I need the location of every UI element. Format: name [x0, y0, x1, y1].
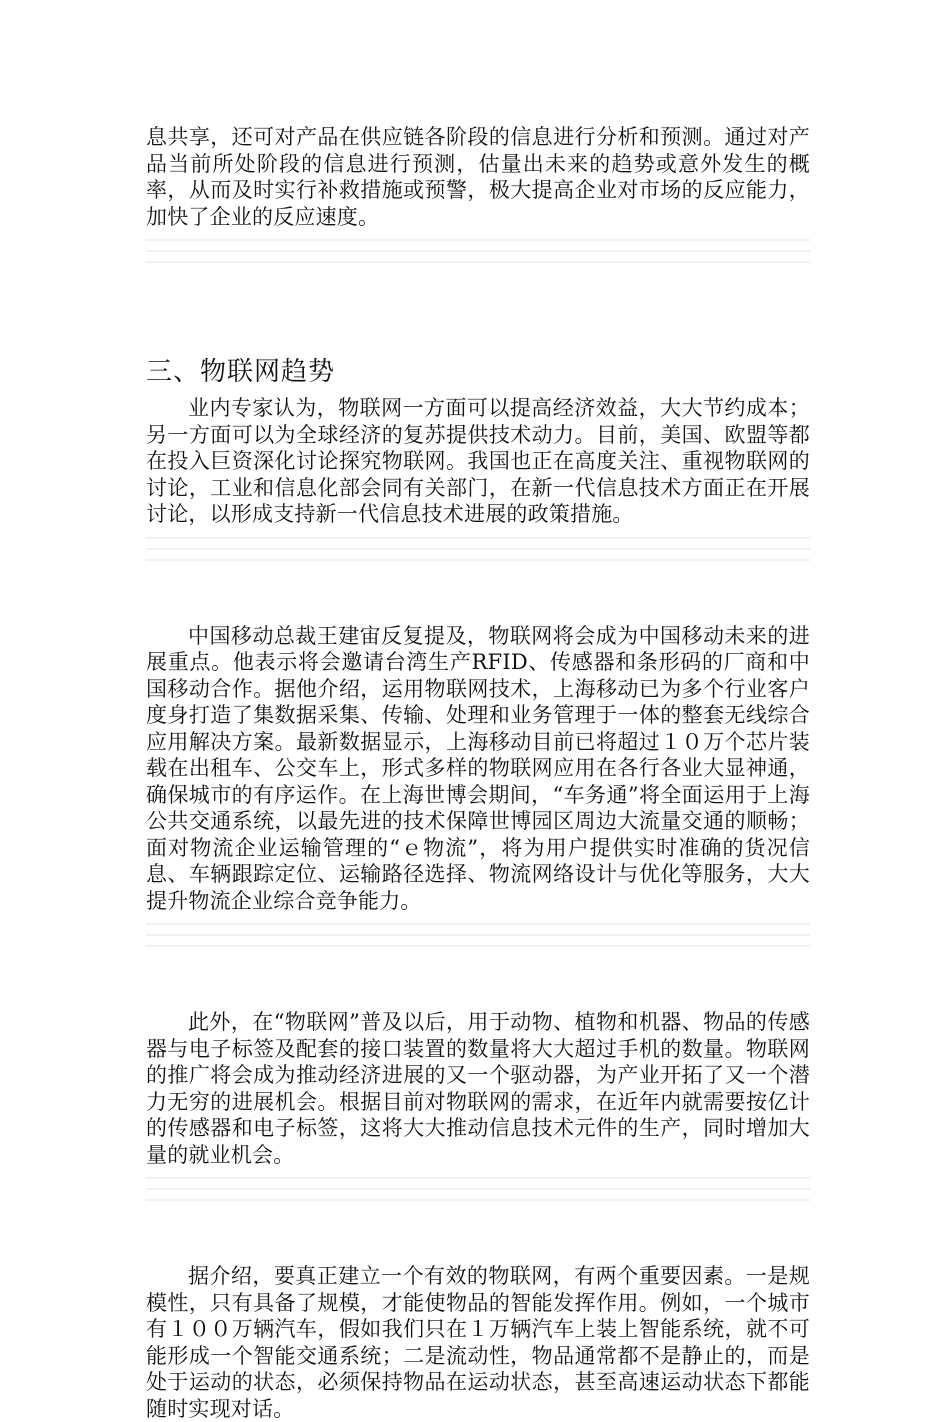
faint-watermark-lines [146, 239, 810, 297]
paragraph-key-factors: 据介绍，要真正建立一个有效的物联网，有两个重要因素。一是规模性，只有具备了规模，才能使物品的智能发挥作用。例如，一个城市有１００万辆汽车，假如我们只在１万辆汽车上装上智能系统，就不可能形成一个智能交通系统；二是流动性，物品通常都不是静止的，而是处于运动的状态，必须保持物品在运动状态，甚至高速运动状态下都能随时实现对话。 [146, 1264, 810, 1421]
section-heading: 三、物联网趋势 [146, 357, 336, 387]
faint-watermark-lines [146, 537, 810, 595]
faint-watermark-lines [146, 1177, 810, 1235]
faint-watermark-lines [146, 923, 810, 981]
paragraph-sensors: 此外，在“物联网”普及以后，用于动物、植物和机器、物品的传感器与电子标签及配套的接口装置的数量将大大超过手机的数量。物联网的推广将会成为推动经济进展的又一个驱动器，为产业开拓了又一个潜力无穷的进展机会。根据目前对物联网的需求，在近年内就需要按亿计的传感器和电子标签，这将大大推动信息技术元件的生产，同时增加大量的就业机会。 [146, 1010, 810, 1167]
intro-paragraph: 息共享，还可对产品在供应链各阶段的信息进行分析和预测。通过对产品当前所处阶段的信息进行预测，估量出未来的趋势或意外发生的概率，从而及时实行补救措施或预警，极大提高企业对市场的反应能力，加快了企业的反应速度。 [146, 125, 810, 229]
document-body [146, 124, 810, 1422]
paragraph-china-mobile: 中国移动总裁王建宙反复提及，物联网将会成为中国移动未来的进展重点。他表示将会邀请台湾生产RFID、传感器和条形码的厂商和中国移动合作。据他介绍，运用物联网技术，上海移动已为多个行业客户度身打造了集数据采集、传输、处理和业务管理于一体的整套无线综合应用解决方案。最新数据显示，上海移动目前已将超过１０万个芯片装载在出租车、公交车上，形式多样的物联网应用在各行各业大显神通，确保城市的有序运作。在上海世博会期间，“车务通”将全面运用于上海公共交通系统，以最先进的技术保障世博园区周边大流量交通的顺畅；面对物流企业运输管理的“ｅ物流”，将为用户提供实时准确的货况信息、车辆跟踪定位、运输路径选择、物流网络设计与优化等服务，大大提升物流企业综合竞争能力。 [146, 623, 810, 913]
paragraph-expert-opinion: 业内专家认为，物联网一方面可以提高经济效益，大大节约成本；另一方面可以为全球经济的复苏提供技术动力。目前，美国、欧盟等都在投入巨资深化讨论探究物联网。我国也正在高度关注、重视物联网的讨论，工业和信息化部会同有关部门，在新一代信息技术方面正在开展讨论，以形成支持新一代信息技术进展的政策措施。 [146, 396, 810, 526]
